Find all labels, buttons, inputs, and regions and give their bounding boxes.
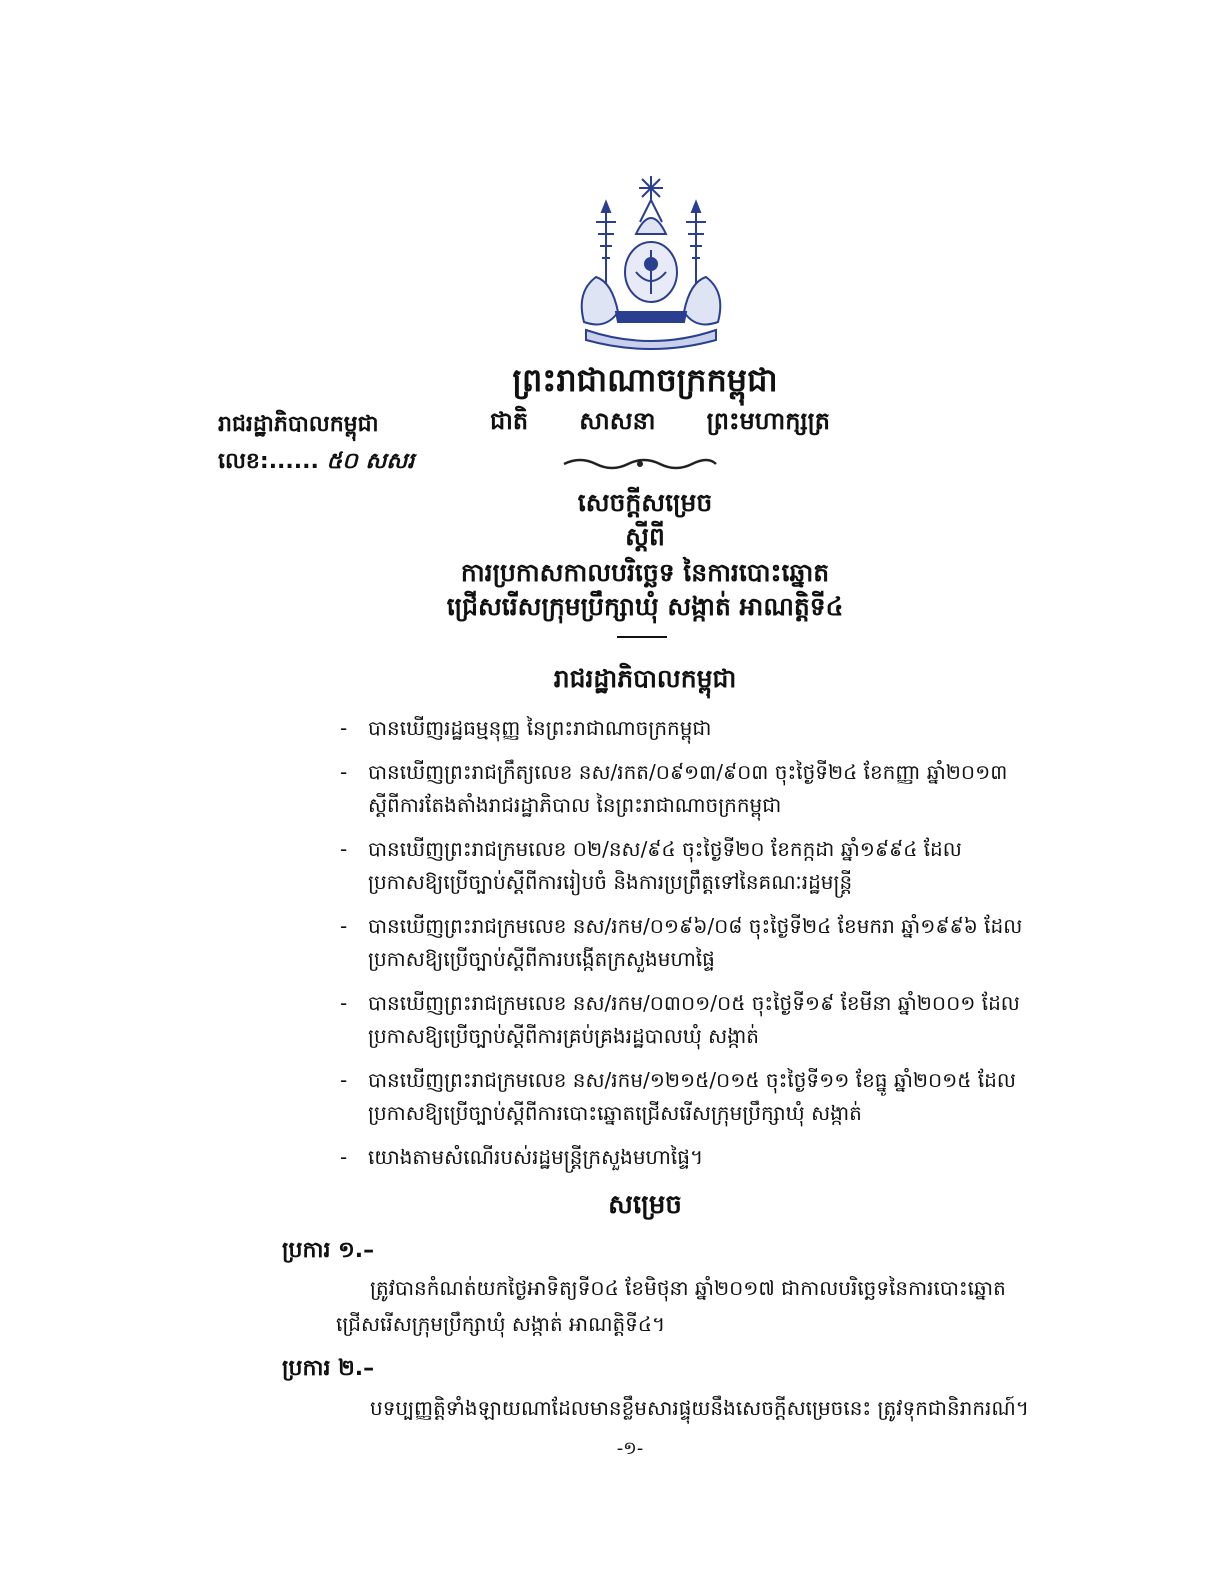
- motto-nation: ជាតិ: [490, 407, 529, 435]
- decision-heading: សម្រេច: [608, 1190, 682, 1220]
- consideration-item: - យោងតាមសំណើរបស់រដ្ឋមន្ត្រីក្រសួងមហាផ្ទៃ។: [336, 1141, 1036, 1174]
- reference-label: លេខ:......: [218, 449, 319, 474]
- consideration-item: - បានឃើញព្រះរាជក្រមលេខ ០២/នស/៩៤ ចុះថ្ងៃទី២០ ខែកក្កដា ឆ្នាំ១៩៩៤ ដែលប្រកាសឱ្យប្រើច្បាប់ស្តីពីការរៀបចំ និងការប្រព្រឹត្តទៅនៃគណៈរដ្ឋមន្ត្រី: [336, 833, 1036, 899]
- article-1-text: ត្រូវបានកំណត់យកថ្ងៃអាទិត្យទី០៤ ខែមិថុនា ឆ្នាំ២០១៧ ជាកាលបរិច្ឆេទនៃការបោះឆ្នោតជ្រើសរើសក្រុមប្រឹក្សាឃុំ សង្កាត់ អាណត្តិទី៤។: [336, 1276, 1006, 1336]
- article-1-heading: ប្រការ ១.–: [282, 1238, 375, 1263]
- issuer-heading: រាជរដ្ឋាភិបាលកម្ពុជា: [553, 664, 737, 693]
- document-type: សេចក្តីសម្រេច: [577, 488, 713, 517]
- national-motto: [490, 406, 830, 441]
- consideration-item: - បានឃើញព្រះរាជក្រមលេខ នស/រកម/០១៩៦/០៨ ចុះថ្ងៃទី២៤ ខែមករា ឆ្នាំ១៩៩៦ ដែលប្រកាសឱ្យប្រើច្បាប់ស្តីពីការបង្កើតក្រសួងមហាផ្ទៃ: [336, 910, 1036, 976]
- motto-king: ព្រះមហាក្សត្រ: [706, 407, 830, 435]
- ornament-divider-icon: [560, 456, 720, 472]
- page-number: -១-: [616, 1438, 644, 1459]
- considerations-list: [336, 712, 1036, 1185]
- title-divider: [617, 636, 667, 638]
- consideration-item: - បានឃើញរដ្ឋធម្មនុញ្ញ នៃព្រះរាជាណាចក្រកម្ពុជា: [336, 712, 1036, 745]
- about-label: ស្តីពី: [625, 522, 665, 551]
- kingdom-title: ព្រះរាជាណាចក្រកម្ពុជា: [512, 361, 778, 399]
- consideration-item: - បានឃើញព្រះរាជក្រមលេខ នស/រកម/០៣០១/០៥ ចុះថ្ងៃទី១៩ ខែមីនា ឆ្នាំ២០០១ ដែលប្រកាសឱ្យប្រើច្បាប់ស្តីពីការគ្រប់គ្រងរដ្ឋបាលឃុំ សង្កាត់: [336, 987, 1036, 1053]
- issuing-government: រាជរដ្ឋាភិបាលកម្ពុជា: [218, 412, 379, 437]
- subject-line-1: ការប្រកាសកាលបរិច្ឆេទ នៃការបោះឆ្នោត: [460, 558, 830, 587]
- royal-coat-of-arms-icon: [566, 172, 736, 352]
- reference-value: ៥០ សសរ: [326, 448, 415, 474]
- reference-number: [218, 447, 414, 479]
- subject-line-2: ជ្រើសរើសក្រុមប្រឹក្សាឃុំ សង្កាត់ អាណត្តិទី៤: [446, 592, 844, 621]
- motto-religion: សាសនា: [579, 407, 656, 435]
- consideration-item: - បានឃើញព្រះរាជក្រឹត្យលេខ នស/រកត/០៩១៣/៩០៣ ចុះថ្ងៃទី២៤ ខែកញ្ញា ឆ្នាំ២០១៣ ស្តីពីការតែងតាំងរាជរដ្ឋាភិបាល នៃព្រះរាជាណាចក្រកម្ពុជា: [336, 756, 1036, 822]
- article-2-text: បទប្បញ្ញត្តិទាំងឡាយណាដែលមានខ្លឹមសារផ្ទុយនឹងសេចក្តីសម្រេចនេះ ត្រូវទុកជានិរាករណ៍។: [370, 1396, 1029, 1420]
- consideration-item: - បានឃើញព្រះរាជក្រមលេខ នស/រកម/១២១៥/០១៥ ចុះថ្ងៃទី១១ ខែធ្នូ ឆ្នាំ២០១៥ ដែលប្រកាសឱ្យប្រើច្បាប់ស្តីពីការបោះឆ្នោតជ្រើសរើសក្រុមប្រឹក្សាឃុំ សង្កាត់: [336, 1064, 1036, 1130]
- article-2-heading: ប្រការ ២.–: [282, 1356, 375, 1381]
